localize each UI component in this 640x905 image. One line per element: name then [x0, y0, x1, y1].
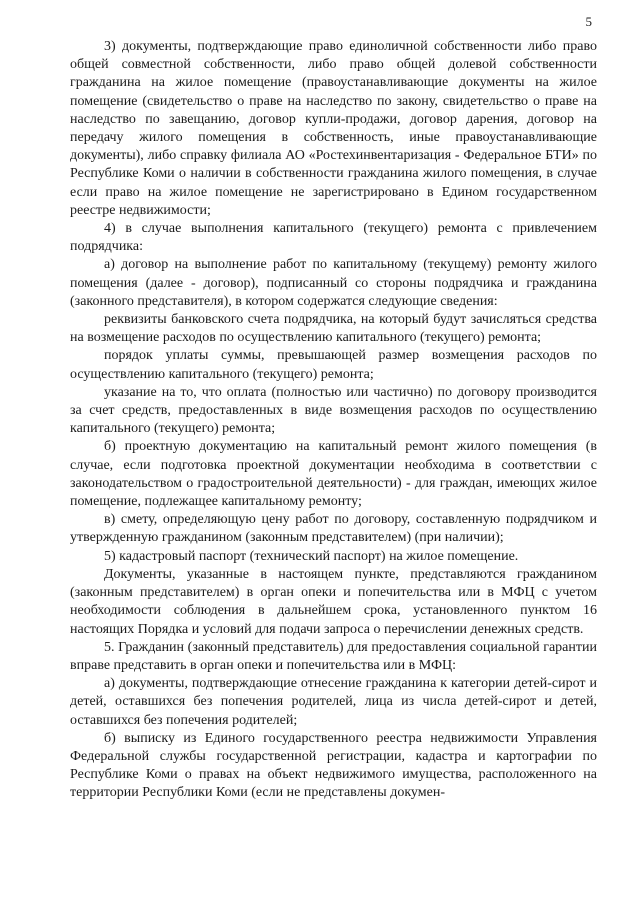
paragraph-ownership-documents: 3) документы, подтверждающие право единоличной собственности либо право общей совместной собственности, либо право общей долевой собственности гражданина на жилое помещение (правоустанавливающие документы на жилое помещение (свидетельство о праве на наследство по закону, свидетельство о праве на наследство по завещанию, договор купли-продажи, договор дарения, договор на передачу жилого помещения в собственность, иные правоустанавливающие документы), либо справку филиала АО «Ростехинвентаризация - Федеральное БТИ» по Республике Коми о наличии в собственности гражданина жилого помещения, в случае если право на жилое помещение не зарегистрировано в Едином государственном реестре недвижимости; [70, 39, 597, 218]
paragraph-project-documentation: б) проектную документацию на капитальный ремонт жилого помещения (в случае, если подготовка проектной документации необходима в соответствии с законодательством о градостроительной деятельности) - для граждан, имеющих жилое помещение, подлежащее капитальному ремонту; [70, 439, 597, 510]
paragraph-cadastral-passport: 5) кадастровый паспорт (технический паспорт) на жилое помещение. [104, 548, 519, 564]
page-number: 5 [585, 14, 592, 29]
paragraph-payment-order: порядок уплаты суммы, превышающей размер возмещения расходов по осуществлению капитального (текущего) ремонта; [70, 348, 597, 382]
paragraph-section-5: 5. Гражданин (законный представитель) для предоставления социальной гарантии вправе представить в орган опеки и попечительства или в МФЦ: [70, 639, 597, 673]
paragraph-payment-source: указание на то, что оплата (полностью или частично) по договору производится за счет средств, предоставленных в виде возмещения расходов по осуществлению капитального (текущего) ремонта; [70, 384, 597, 437]
paragraph-submission-terms: Документы, указанные в настоящем пункте, представляются гражданином (законным представителем) в орган опеки и попечительства или в МФЦ с учетом необходимости соблюдения в дальнейшем срока, установленного пунктом 16 настоящих Порядка и условий для подачи запроса о перечислении денежных средств. [70, 566, 597, 637]
paragraph-contractor-repair: 4) в случае выполнения капитального (текущего) ремонта с привлечением подрядчика: [70, 221, 597, 255]
paragraph-registry-extract: б) выписку из Единого государственного реестра недвижимости Управления Федеральной службы государственной регистрации, кадастра и картографии по Республике Коми о правах на объект недвижимого имущества, расположенного на территории Республики Коми (если не представлены докумен- [70, 730, 597, 801]
document-body [70, 38, 597, 803]
paragraph-bank-details: реквизиты банковского счета подрядчика, на который будут зачисляться средства на возмещение расходов по осуществлению капитального (текущего) ремонта; [70, 312, 597, 346]
paragraph-contract: а) договор на выполнение работ по капитальному (текущему) ремонту жилого помещения (далее - договор), подписанный со стороны подрядчика и гражданина (законного представителя), в котором содержатся следующие сведения: [70, 257, 597, 309]
paragraph-orphan-status: а) документы, подтверждающие отнесение гражданина к категории детей-сирот и детей, оставшихся без попечения родителей, лица из числа детей-сирот и детей, оставшихся без попечения родителей; [70, 676, 597, 728]
paragraph-estimate: в) смету, определяющую цену работ по договору, составленную подрядчиком и утвержденную гражданином (законным представителем) (при наличии); [70, 512, 597, 546]
